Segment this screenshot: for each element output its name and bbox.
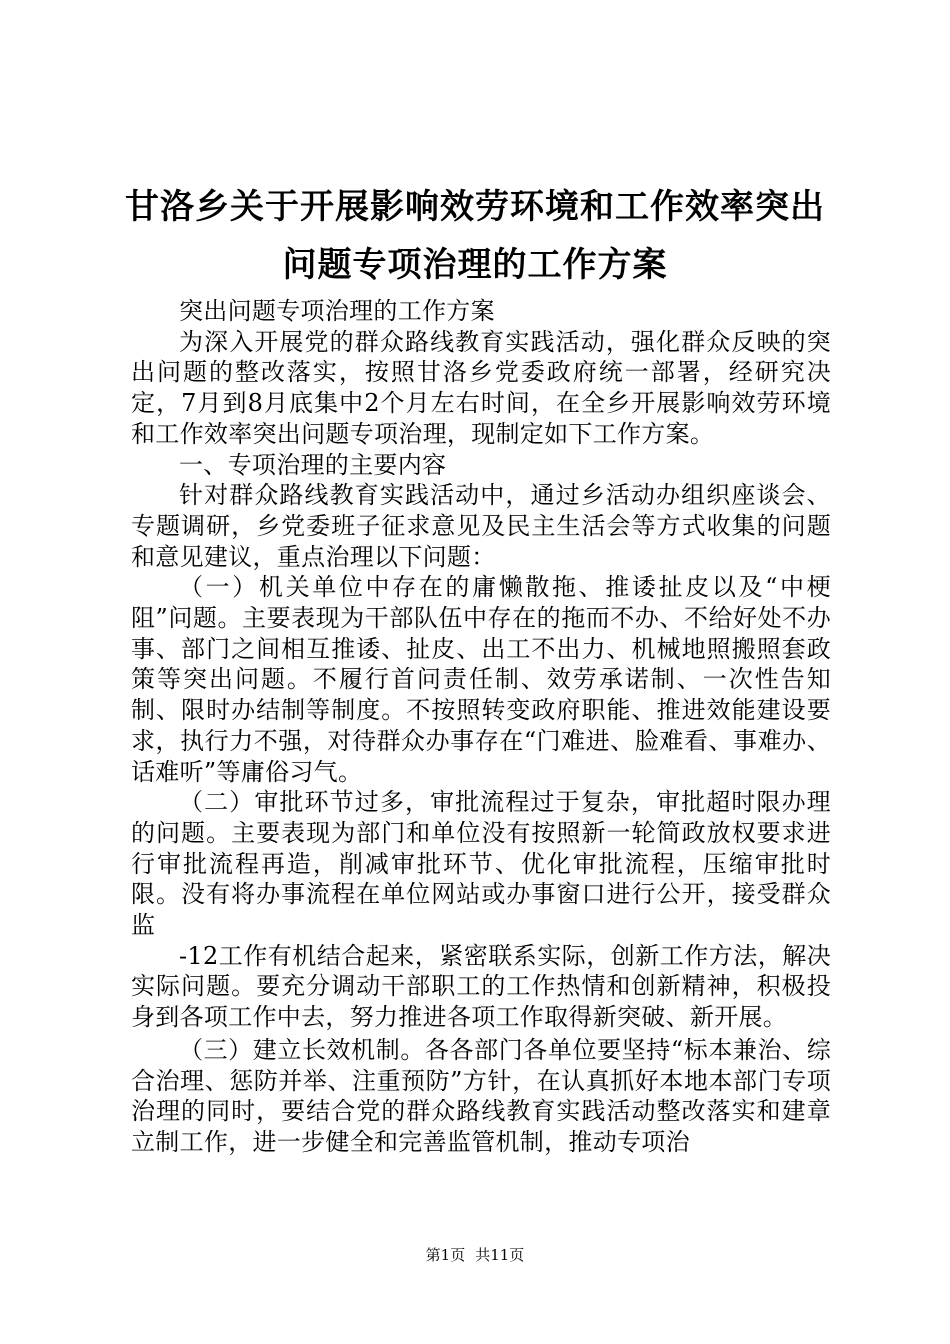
page-number-total: 共11页 — [475, 1246, 525, 1264]
title-line-1: 甘洛乡关于开展影响效劳环境和工作效率突出 — [125, 187, 825, 227]
item-3-paragraph: （三）建立长效机制。各各部门各单位要坚持“标本兼治、综合治理、惩防并举、注重预防”方针，在认真抓好本地本部门专项治理的同时，要结合党的群众路线教育实践活动整改落实和建章立制工作，进一步健全和完善监管机制，推动专项治 — [131, 1035, 831, 1156]
continuation-paragraph: -12工作有机结合起来，紧密联系实际，创新工作方法，解决实际问题。要充分调动干部职工的工作热情和创新精神，积极投身到各项工作中去，努力推进各项工作取得新突破、新开展。 — [131, 941, 831, 1032]
document-body — [131, 296, 831, 1158]
item-1-paragraph: （一）机关单位中存在的庸懒散拖、推诿扯皮以及“中梗阻”问题。主要表现为干部队伍中存在的拖而不办、不给好处不办事、部门之间相互推诿、扯皮、出工不出力、机械地照搬照套政策等突出问题。不履行首问责任制、效劳承诺制、一次性告知制、限时办结制等制度。不按照转变政府职能、推进效能建设要求，执行力不强，对待群众办事存在“门难进、脸难看、事难办、话难听”等庸俗习气。 — [131, 573, 831, 786]
section-1-intro-paragraph: 针对群众路线教育实践活动中，通过乡活动办组织座谈会、专题调研，乡党委班子征求意见及民主生活会等方式收集的问题和意见建议，重点治理以下问题： — [131, 481, 831, 571]
intro-paragraph: 为深入开展党的群众路线教育实践活动，强化群众反映的突出问题的整改落实，按照甘洛乡党委政府统一部署，经研究决定，7月到8月底集中2个月左右时间，在全乡开展影响效劳环境和工作效率突出问题专项治理，现制定如下工作方案。 — [131, 327, 831, 448]
document-title — [100, 178, 850, 294]
section-heading-1: 一、专项治理的主要内容 — [179, 450, 447, 479]
item-2-paragraph: （二）审批环节过多，审批流程过于复杂，审批超时限办理的问题。主要表现为部门和单位没有按照新一轮简政放权要求进行审批流程再造，削减审批环节、优化审批流程，压缩审批时限。没有将办事流程在单位网站或办事窗口进行公开，接受群众监 — [131, 788, 831, 940]
subtitle-paragraph: 突出问题专项治理的工作方案 — [179, 297, 495, 325]
page-footer — [0, 1245, 950, 1265]
title-line-2: 问题专项治理的工作方案 — [282, 245, 668, 285]
page-number-current: 第1页 — [425, 1246, 466, 1264]
